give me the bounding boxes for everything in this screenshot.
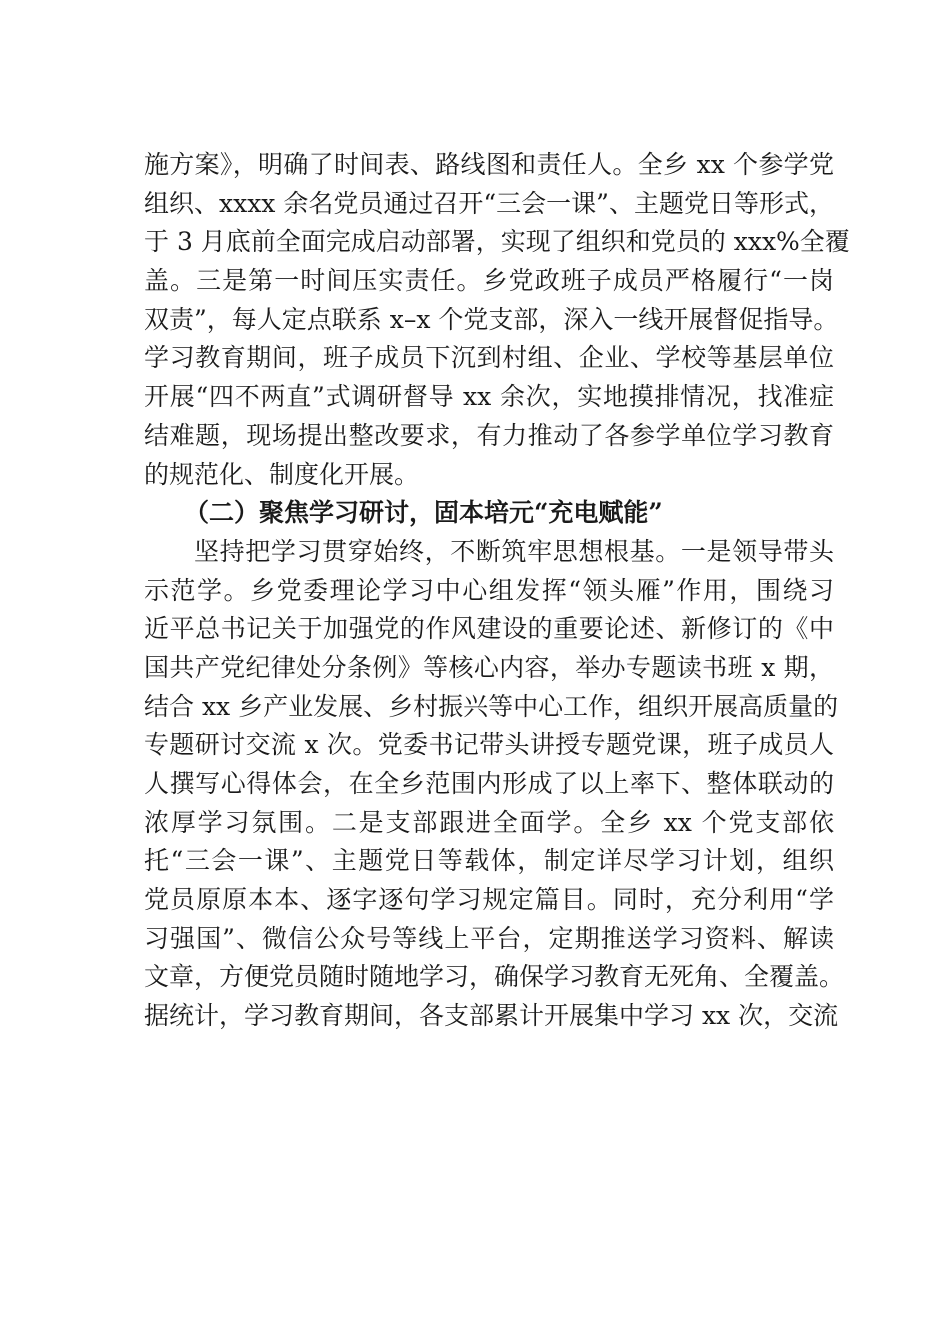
text-line: 施方案》，明确了时间表、路线图和责任人。全乡 xx 个参学党 (144, 150, 834, 179)
text-line: 于 3 月底前全面完成启动部署，实现了组织和党员的 xxx%全覆 (144, 227, 850, 257)
paragraph-1 (144, 146, 850, 494)
text-line: 示范学。乡党委理论学习中心组发挥“领头雁”作用，围绕习 (144, 575, 834, 605)
text-line: 组织、xxxx 余名党员通过召开“三会一课”、主题党日等形式， (144, 188, 834, 218)
text-line: 的规范化、制度化开展。 (144, 459, 420, 489)
text-line: 据统计，学习教育期间，各支部累计开展集中学习 xx 次，交流 (144, 1001, 839, 1031)
text-line: 国共产党纪律处分条例》等核心内容，举办专题读书班 x 期， (144, 652, 834, 682)
text-line: 盖。三是第一时间压实责任。乡党政班子成员严格履行“一岗 (144, 266, 834, 296)
text-line: 托“三会一课”、主题党日等载体，制定详尽学习计划，组织 (144, 846, 834, 876)
text-line: 双责”，每人定点联系 x–x 个党支部，深入一线开展督促指导。 (144, 304, 839, 334)
text-line: 党员原原本本、逐字逐句学习规定篇目。同时，充分利用“学 (144, 885, 834, 915)
text-line: 结合 xx 乡产业发展、乡村振兴等中心工作，组织开展高质量的 (144, 691, 839, 721)
text-line: 近平总书记关于加强党的作风建设的重要论述、新修订的《中 (144, 614, 834, 644)
paragraph-2 (144, 533, 845, 1036)
section-heading: （二）聚焦学习研讨，固本培元“充电赋能” (184, 498, 663, 528)
text-line: 文章，方便党员随时随地学习，确保学习教育无死角、全覆盖。 (144, 962, 845, 992)
text-line: 人撰写心得体会，在全乡范围内形成了以上率下、整体联动的 (144, 769, 834, 798)
text-line: 专题研讨交流 x 次。党委书记带头讲授专题党课，班子成员人 (144, 730, 834, 760)
text-line: 学习教育期间，班子成员下沉到村组、企业、学校等基层单位 (144, 343, 834, 373)
text-line: 浓厚学习氛围。二是支部跟进全面学。全乡 xx 个党支部依 (144, 807, 834, 837)
text-line: 习强国”、微信公众号等线上平台，定期推送学习资料、解读 (144, 923, 834, 953)
text-line: 结难题，现场提出整改要求，有力推动了各参学单位学习教育 (144, 420, 834, 450)
document-body (144, 146, 850, 1036)
text-line: 坚持把学习贯穿始终，不断筑牢思想根基。一是领导带头 (194, 536, 834, 566)
text-line: 开展“四不两直”式调研督导 xx 余次，实地摸排情况，找准症 (144, 382, 834, 412)
